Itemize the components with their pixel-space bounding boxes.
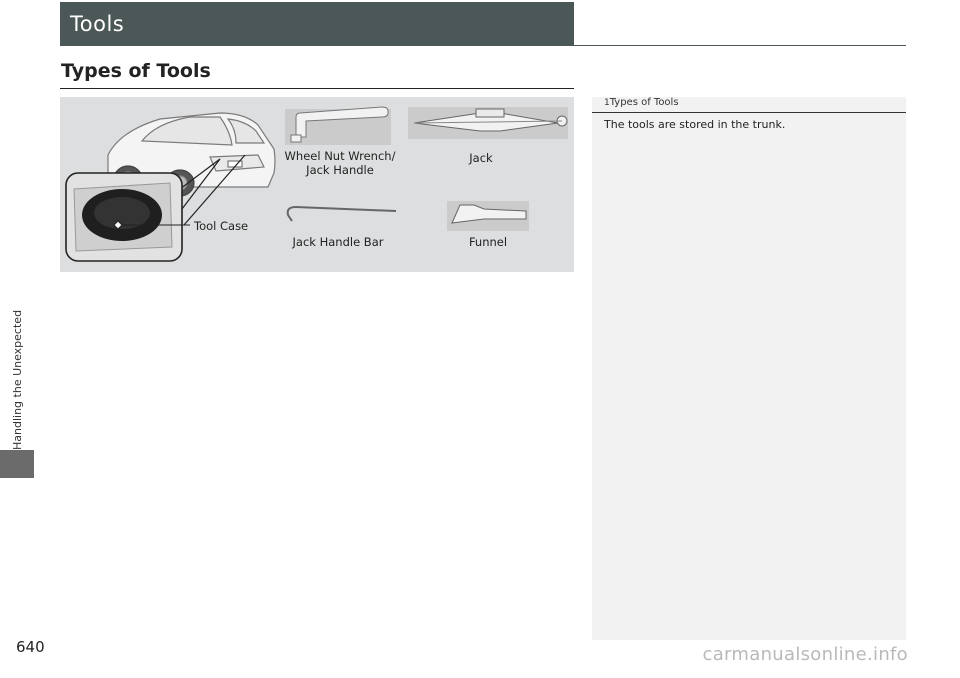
tools-illustration [60,97,574,272]
side-tab-label: Handling the Unexpected [11,309,24,450]
jack-label: Jack [469,151,493,165]
jack-illustration [408,107,568,139]
section-title: Tools [60,2,574,46]
wrench-label: Wheel Nut Wrench/ Jack Handle [284,149,396,177]
sidebar-ref-marker: 1 [604,98,610,108]
sidebar-panel [592,97,906,640]
subsection-rule [60,88,574,89]
section-rule [574,45,906,46]
watermark: carmanualsonline.info [702,644,908,665]
sidebar-rule [592,112,906,113]
tool-case-label: Tool Case [194,219,249,233]
side-tab-marker [0,450,34,478]
sidebar-text: The tools are stored in the trunk. [604,118,786,131]
sidebar-title [604,97,679,108]
jack-handle-bar-label: Jack Handle Bar [292,235,384,249]
page-number: 640 [16,638,45,656]
funnel-label: Funnel [468,235,508,249]
sidebar-title-text: Types of Tools [609,97,679,108]
jack-handle-bar-illustration [288,207,396,221]
funnel-illustration [447,201,529,231]
wheel-nut-wrench-illustration [285,107,391,145]
tool-case-inset [66,173,190,261]
subsection-title: Types of Tools [61,60,211,82]
